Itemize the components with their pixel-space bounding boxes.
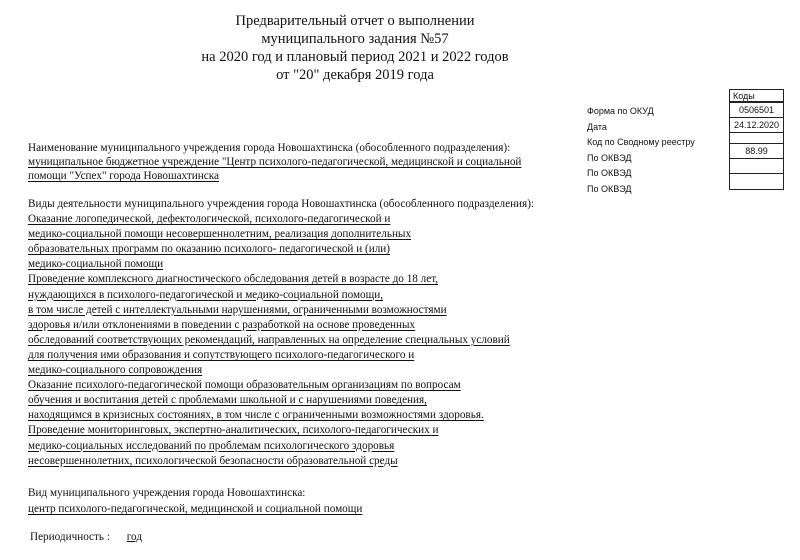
activity-line: образовательных программ по оказанию психолого- педагогической и (или) xyxy=(28,243,391,256)
activity-line: медико-социальной помощи xyxy=(28,258,164,271)
activity-line: медико-социальной помощи несовершеннолетним, реализация дополнительных xyxy=(28,228,412,241)
activity-line: обучения и воспитания детей с проблемами школьной и с нарушениями поведения, xyxy=(28,394,427,407)
title-line-1: Предварительный отчет о выполнении xyxy=(235,13,475,29)
activity-line: Оказание логопедической, дефектологической, психолого-педагогической и xyxy=(28,213,391,226)
activity-line: Проведение комплексного диагностического обследования детей в возрасте до 18 лет, xyxy=(28,273,439,286)
institution-section xyxy=(28,141,521,183)
activity-line: Проведение мониторинговых, экспертно-аналитических, психолого-педагогических и xyxy=(28,424,439,437)
code-value-okved-1: 88.99 xyxy=(730,144,783,159)
institution-name-line-1: муниципальное бюджетное учреждение "Центр психолого-педагогической, медицинской и социальной xyxy=(28,156,522,168)
report-title xyxy=(140,12,570,84)
activity-line: здоровья и/или отклонениями в поведении с разработкой на основе проведенных xyxy=(28,318,416,331)
activity-line: Оказание психолого-педагогической помощи образовательным организациям по вопросам xyxy=(28,379,461,392)
codes-table xyxy=(729,102,784,190)
codes-header: Коды xyxy=(729,89,784,102)
code-value-okved-3 xyxy=(730,174,783,189)
period-value: год xyxy=(126,531,143,543)
code-label-date: Дата xyxy=(587,121,607,132)
kind-value: центр психолого-педагогической, медицинской и социальной помощи xyxy=(28,503,363,515)
activity-line: медико-социальных исследований по проблемам психологического здоровья xyxy=(28,439,395,452)
code-label-okud: Форма по ОКУД xyxy=(587,106,654,116)
activity-line: медико-социального сопровождения xyxy=(28,364,203,377)
institution-label: Наименование муниципального учреждения города Новошахтинска (обособленного подразделения): xyxy=(28,142,511,154)
activity-line: в том числе детей с интеллектуальными нарушениями, ограниченными возможностями xyxy=(28,303,447,316)
kind-label: Вид муниципального учреждения города Новошахтинска: xyxy=(28,487,306,499)
activity-line: обследований соответствующих рекомендаций, направленных на определение специальных условий xyxy=(28,333,510,346)
institution-name-line-2: помощи "Успех" города Новошахтинска xyxy=(28,170,219,182)
code-label-okved-3: По ОКВЭД xyxy=(587,183,632,194)
activity-line: для получения ими образования и сопутствующего психолого-педагогического и xyxy=(28,348,415,361)
code-value-date: 24.12.2020 xyxy=(730,118,783,133)
title-line-3: на 2020 год и плановый период 2021 и 2022 годов xyxy=(201,49,509,65)
code-labels xyxy=(587,104,727,197)
period-label: Периодичность : xyxy=(30,531,110,543)
code-value-registry xyxy=(730,133,783,144)
code-label-okved-1: По ОКВЭД xyxy=(587,152,632,163)
code-value-okved-2 xyxy=(730,159,783,174)
period-row xyxy=(30,531,142,543)
activity-line: несовершеннолетних, психологической безопасности образовательной среды xyxy=(28,454,398,467)
activities-label: Виды деятельности муниципального учреждения города Новошахтинска (обособленного подразделения): xyxy=(28,198,535,210)
activity-line: нуждающихся в психолого-педагогической и медико-социальной помощи, xyxy=(28,288,384,301)
code-value-okud: 0506501 xyxy=(730,103,783,118)
code-label-registry: Код по Сводному реестру xyxy=(587,137,695,147)
title-line-2: муниципального задания №57 xyxy=(261,31,449,47)
kind-section xyxy=(28,486,362,516)
activity-line: находящимся в кризисных состояниях, в том числе с ограниченными возможностями здоровья. xyxy=(28,409,484,422)
title-line-4: от "20" декабря 2019 года xyxy=(276,67,434,83)
activities-section xyxy=(28,197,534,469)
code-label-okved-2: По ОКВЭД xyxy=(587,168,632,178)
